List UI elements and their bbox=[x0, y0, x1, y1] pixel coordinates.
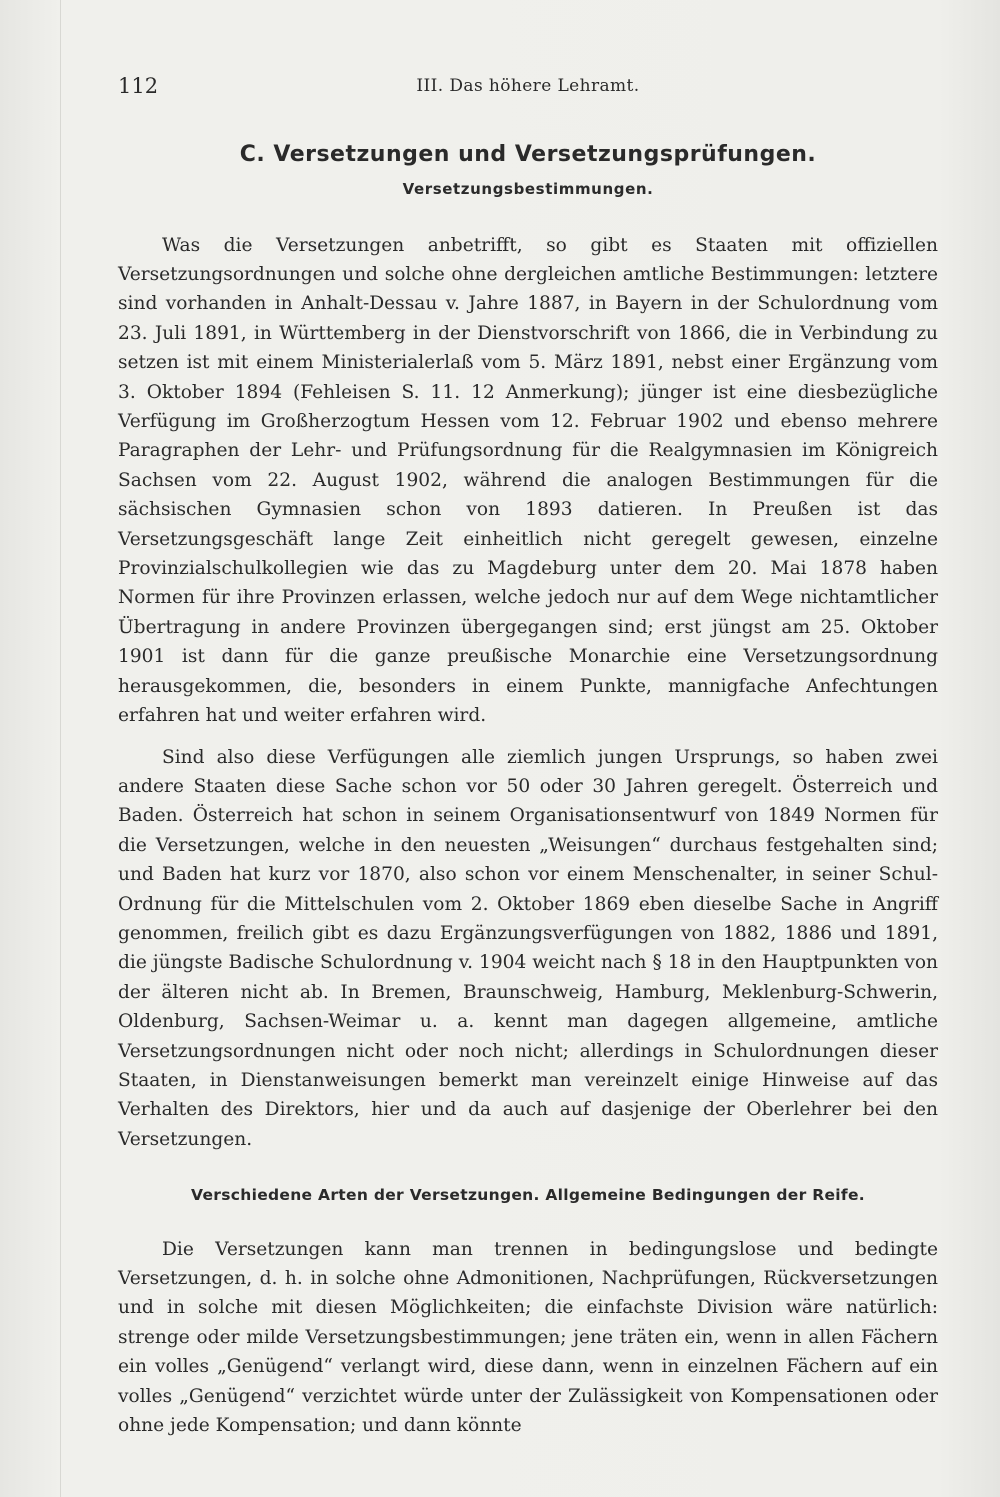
section-title: C. Versetzungen und Versetzungsprüfungen. bbox=[239, 142, 817, 167]
paragraph-2: Sind also diese Verfügungen alle ziemlich jungen Ursprungs, so haben zwei andere Staaten diese Sache schon vor 50 oder 30 Jahren geregelt. Österreich und Baden. Österreich hat schon in seinem Organisationsentwurf von 1849 Normen für die Versetzungen, welche in den neuesten „Weisungen“ durchaus festgehalten sind; und Baden hat kurz vor 1870, also schon vor einem Menschenalter, in seiner Schul-Ordnung für die Mittelschulen vom 2. Oktober 1869 eben dieselbe Sache in Angriff genommen, freilich gibt es dazu Ergänzungsverfügungen von 1882, 1886 und 1891, die jüngste Badische Schulordnung v. 1904 weicht nach § 18 in den Hauptpunkten von der älteren nicht ab. In Bremen, Braunschweig, Hamburg, Meklenburg-Schwerin, Oldenburg, Sachsen-Weimar u. a. kennt man dagegen allgemeine, amtliche Versetzungsordnungen nicht oder noch nicht; allerdings in Schulordnungen dieser Staaten, in Dienstanweisungen bemerkt man vereinzelt einige Hinweise auf das Verhalten des Direktors, hier und da auch auf dasjenige der Oberlehrer bei den Versetzungen. bbox=[118, 746, 938, 1150]
paragraph-1: Was die Versetzungen anbetrifft, so gibt es Staaten mit offiziellen Versetzungsordnungen und solche ohne dergleichen amtliche Bestimmungen: letztere sind vorhanden in Anhalt-Dessau v. Jahre 1887, in Bayern in der Schulordnung vom 23. Juli 1891, in Württemberg in der Dienstvorschrift von 1866, die in Verbindung zu setzen ist mit einem Ministerialerlaß vom 5. März 1891, nebst einer Ergänzung vom 3. Oktober 1894 (Fehleisen S. 11. 12 Anmerkung); jünger ist eine diesbezügliche Verfügung im Großherzogtum Hessen vom 12. Februar 1902 und ebenso mehrere Paragraphen der Lehr- und Prüfungsordnung für die Realgymnasien im Königreich Sachsen vom 22. August 1902, während die analogen Bestimmungen für die sächsischen Gymnasien schon von 1893 datieren. In Preußen ist das Versetzungsgeschäft lange Zeit einheitlich nicht geregelt gewesen, einzelne Provinzialschulkollegien wie das zu Magdeburg unter dem 20. Mai 1878 haben Normen für ihre Provinzen erlassen, welche jedoch nur auf dem Wege nichtamtlicher Übertragung in andere Provinzen übergegangen sind; erst jüngst am 25. Oktober 1901 ist dann für die ganze preußische Monarchie eine Versetzungsordnung herausgekommen, die, besonders in einem Punkte, mannigfache Anfechtungen erfahren hat und weiter erfahren wird. bbox=[118, 234, 938, 727]
section2-subtitle: Verschiedene Arten der Versetzungen. Allgemeine Bedingungen der Reife. bbox=[191, 1186, 865, 1204]
section-subtitle: Versetzungsbestimmungen. bbox=[402, 180, 654, 198]
running-title: III. Das höhere Lehramt. bbox=[416, 76, 640, 96]
page-header bbox=[118, 74, 938, 104]
page-fold-shadow bbox=[60, 0, 61, 1497]
page-number: 112 bbox=[118, 74, 159, 98]
paragraph-3: Die Versetzungen kann man trennen in bedingungslose und bedingte Versetzungen, d. h. in solche ohne Admonitionen, Nachprüfungen, Rückversetzungen und in solche mit diesen Möglichkeiten; die einfachste Division wäre natürlich: strenge oder milde Versetzungsbestimmungen; jene träten ein, wenn in allen Fächern ein volles „Genügend“ verlangt wird, diese dann, wenn in einzelnen Fächern auf ein volles „Genügend“ verzichtet würde unter der Zulässigkeit von Kompensationen oder ohne jede Kompensation; und dann könnte bbox=[118, 1238, 938, 1437]
